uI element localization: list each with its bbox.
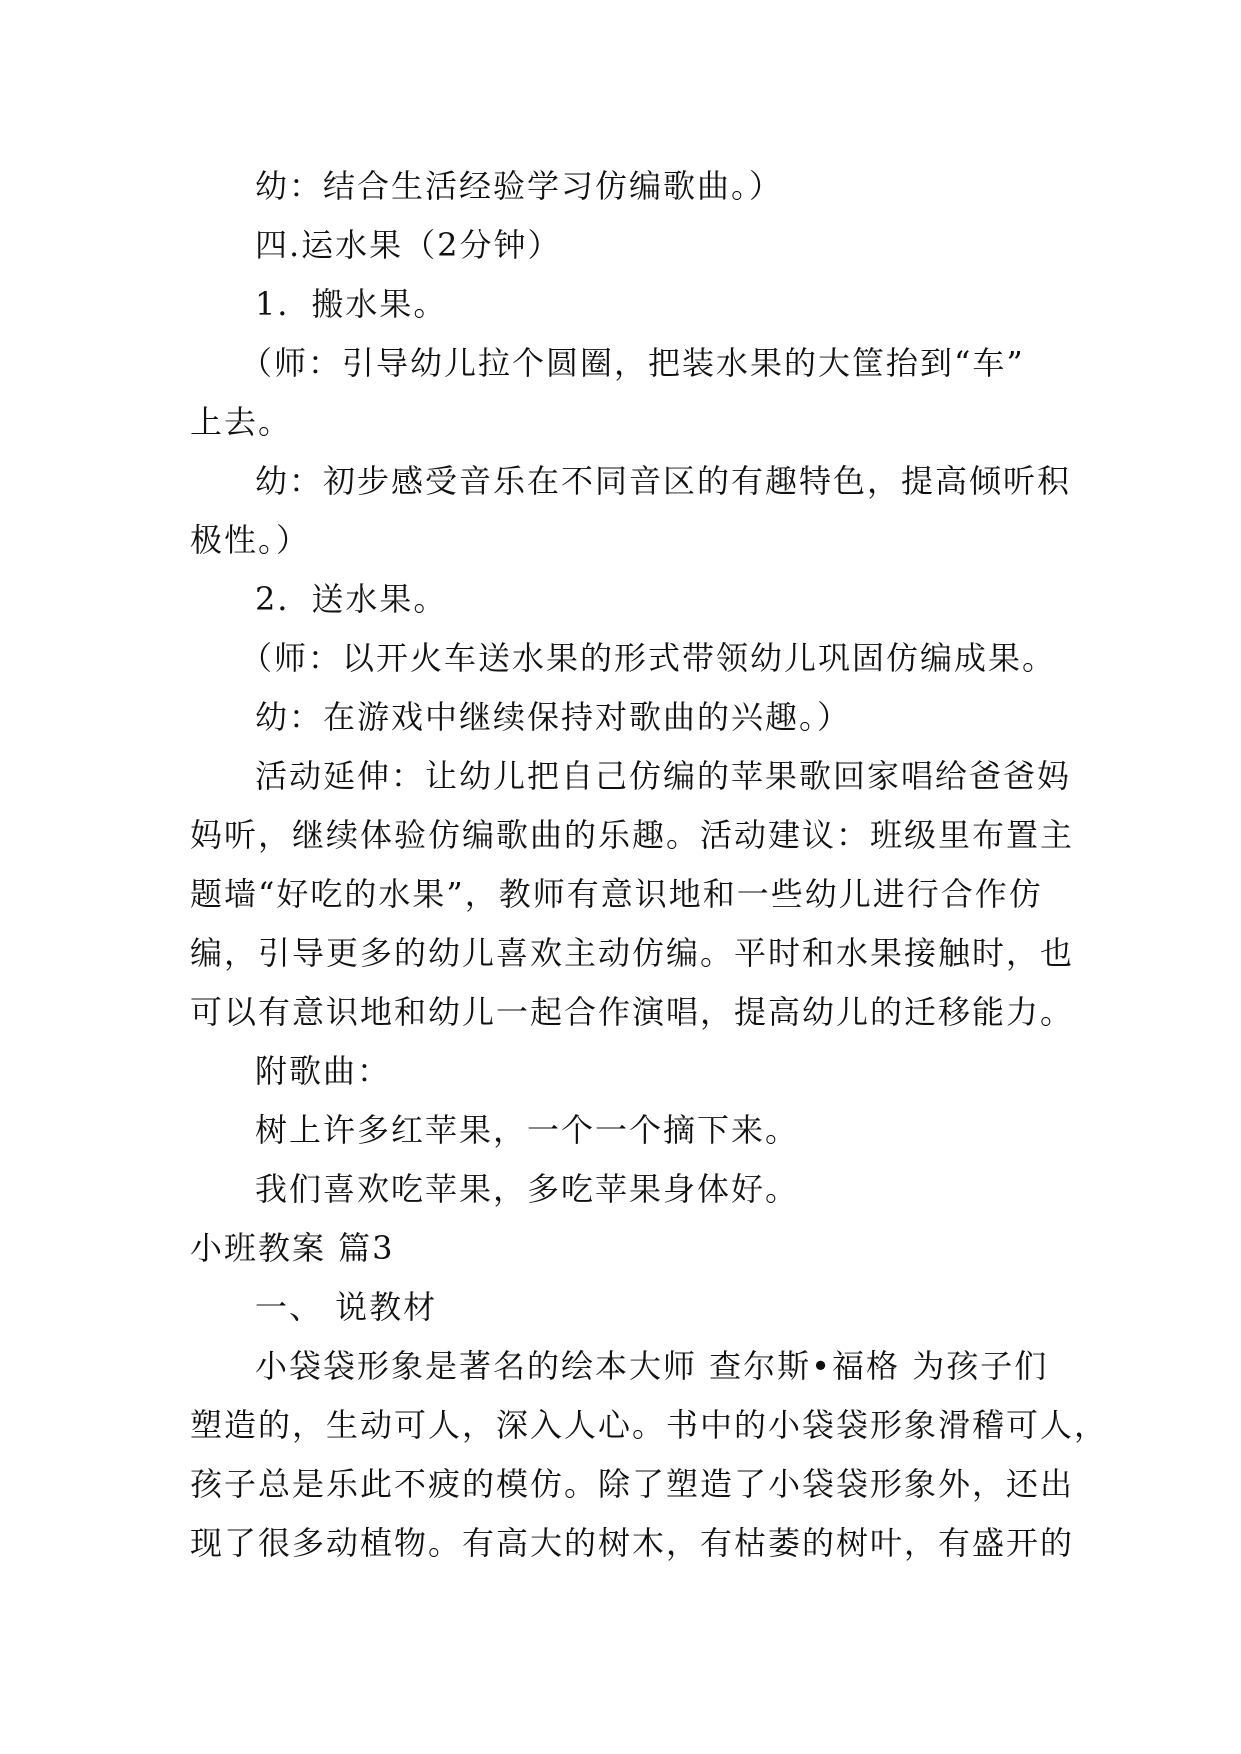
text-line: 现了很多动植物。有高大的树木，有枯萎的树叶，有盛开的 [190, 1524, 1075, 1562]
text-line: 编，引导更多的幼儿喜欢主动仿编。平时和水果接触时，也 [190, 934, 1075, 972]
list-item: 2．送水果。 [255, 580, 448, 618]
text-line: （师：以开火车送水果的形式带领幼儿巩固仿编成果。 [240, 639, 1057, 677]
section-title: 小班教案 篇3 [190, 1229, 395, 1267]
subsection-heading: 一、 说教材 [255, 1288, 438, 1326]
text-line: 妈听，继续体验仿编歌曲的乐趣。活动建议：班级里布置主 [190, 816, 1075, 854]
text-line: 孩子总是乐此不疲的模仿。除了塑造了小袋袋形象外，还出 [190, 1465, 1075, 1503]
text-line: 附歌曲： [255, 1052, 392, 1090]
text-line: 可以有意识地和幼儿一起合作演唱，提高幼儿的迁移能力。 [190, 993, 1075, 1031]
song-lyric-line: 树上许多红苹果，一个一个摘下来。 [255, 1111, 800, 1149]
song-lyric-line: 我们喜欢吃苹果，多吃苹果身体好。 [255, 1170, 800, 1208]
text-line: 上去。 [190, 403, 293, 441]
text-line: 幼：结合生活经验学习仿编歌曲。） [255, 167, 784, 205]
list-item: 1．搬水果。 [255, 285, 448, 323]
text-line: （师：引导幼儿拉个圆圈，把装水果的大筐抬到“车” [240, 344, 1025, 382]
text-line: 小袋袋形象是著名的绘本大师 查尔斯•福格 为孩子们 [255, 1347, 1049, 1385]
text-line: 幼：在游戏中继续保持对歌曲的兴趣。） [255, 698, 852, 736]
text-line: 幼：初步感受音乐在不同音区的有趣特色，提高倾听积 [255, 462, 1072, 500]
text-line: 塑造的，生动可人，深入人心。书中的小袋袋形象滑稽可人， [190, 1406, 1109, 1444]
text-line: 极性。） [190, 521, 311, 559]
text-line: 活动延伸：让幼儿把自己仿编的苹果歌回家唱给爸爸妈 [255, 757, 1072, 795]
section-heading: 四.运水果（2分钟） [255, 226, 562, 264]
text-line: 题墙“好吃的水果”，教师有意识地和一些幼儿进行合作仿 [190, 875, 1043, 913]
